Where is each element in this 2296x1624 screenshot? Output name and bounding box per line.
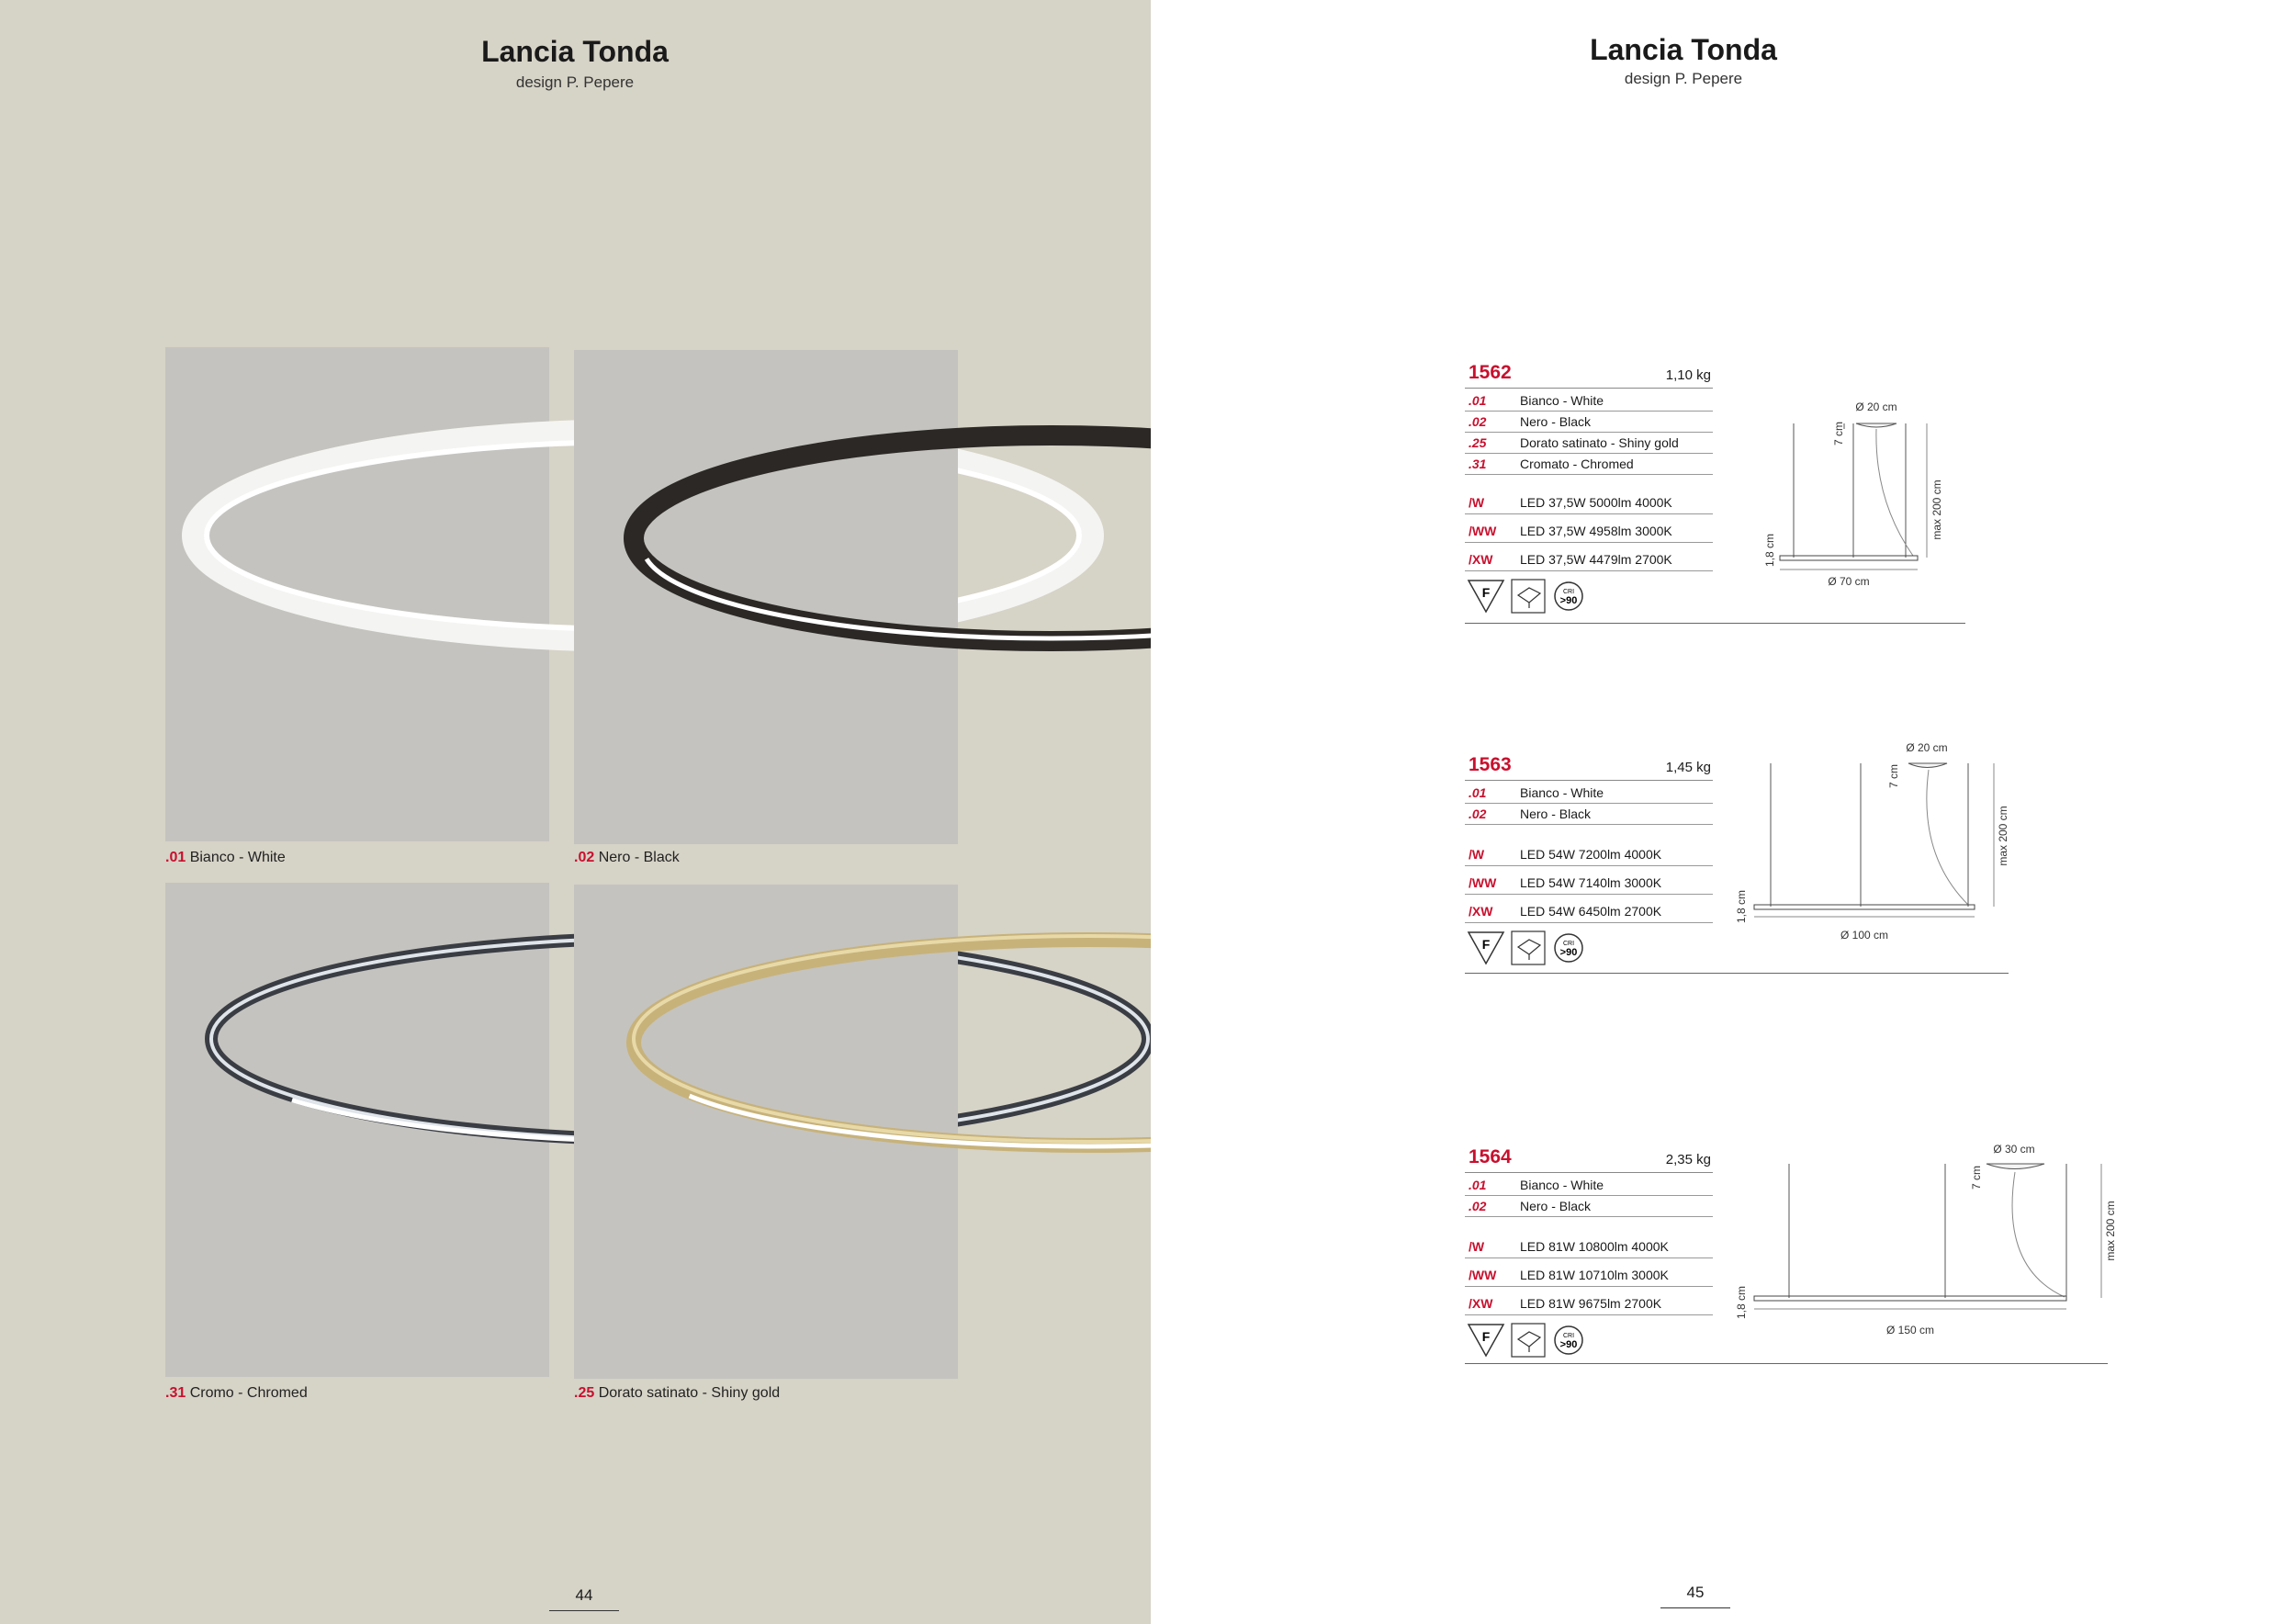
svg-text:>90: >90	[1559, 1339, 1578, 1350]
cri-icon	[1553, 1325, 1584, 1356]
caption-white: .01 Bianco - White	[165, 850, 286, 865]
page-number-left: 44	[549, 1586, 619, 1611]
svg-text:7 cm: 7 cm	[1832, 421, 1845, 445]
svg-text:Ø 100 cm: Ø 100 cm	[1840, 929, 1889, 942]
svg-text:max 200 cm: max 200 cm	[1930, 479, 1943, 540]
photo-white-ring	[165, 347, 549, 841]
svg-text:Ø 150 cm: Ø 150 cm	[1885, 1324, 1935, 1336]
caption-chrome: .31 Cromo - Chromed	[165, 1385, 308, 1401]
svg-text:Ø 70 cm: Ø 70 cm	[1828, 575, 1870, 588]
finish-row: .01 Bianco - White	[1465, 1174, 1713, 1196]
svg-text:F: F	[1481, 585, 1491, 600]
svg-text:F: F	[1481, 937, 1491, 952]
led-row: /XW LED 37,5W 4479lm 2700K	[1465, 543, 1713, 571]
svg-text:F: F	[1481, 1329, 1491, 1344]
driver-included-icon	[1511, 579, 1546, 614]
svg-text:1,8 cm: 1,8 cm	[1735, 889, 1748, 923]
svg-text:Ø 20 cm: Ø 20 cm	[1855, 400, 1897, 413]
svg-text:CRI: CRI	[1562, 1333, 1575, 1339]
product-header	[1465, 362, 1713, 389]
led-row: /WW LED 81W 10710lm 3000K	[1465, 1258, 1713, 1287]
technical-drawing-1564	[1734, 1139, 2120, 1346]
led-row: /WW LED 54W 7140lm 3000K	[1465, 866, 1713, 895]
finish-row: .02 Nero - Black	[1465, 411, 1713, 433]
product-header	[1465, 1146, 1713, 1173]
photo-chrome-ring	[165, 883, 549, 1377]
section-divider	[1465, 623, 1965, 624]
right-page-subtitle: design P. Pepere	[1624, 70, 1743, 87]
cri-icon	[1553, 932, 1584, 964]
svg-text:1,8 cm: 1,8 cm	[1763, 533, 1776, 567]
finish-row: .31 Cromato - Chromed	[1465, 453, 1713, 475]
svg-text:7 cm: 7 cm	[1970, 1165, 1983, 1190]
right-page	[1151, 0, 2296, 1624]
svg-text:max 200 cm: max 200 cm	[2104, 1201, 2117, 1261]
led-row: /W LED 37,5W 5000lm 4000K	[1465, 486, 1713, 514]
technical-drawing-1562	[1763, 390, 1977, 602]
energy-class-icon	[1467, 930, 1505, 965]
caption-black: .02 Nero - Black	[574, 850, 680, 865]
svg-text:Ø 20 cm: Ø 20 cm	[1906, 741, 1948, 754]
svg-text:CRI: CRI	[1562, 589, 1575, 595]
section-divider	[1465, 1363, 2108, 1364]
svg-text:max 200 cm: max 200 cm	[1997, 806, 2009, 866]
left-page-subtitle: design P. Pepere	[515, 73, 635, 91]
finish-row: .02 Nero - Black	[1465, 1195, 1713, 1217]
right-page-title: Lancia Tonda	[1590, 33, 1777, 66]
led-row: /XW LED 54W 6450lm 2700K	[1465, 895, 1713, 923]
cri-icon	[1553, 581, 1584, 612]
product-weight: 2,35 kg	[1665, 1152, 1711, 1167]
led-row: /W LED 81W 10800lm 4000K	[1465, 1230, 1713, 1258]
svg-text:Ø 30 cm: Ø 30 cm	[1993, 1143, 2035, 1156]
energy-class-icon	[1467, 1323, 1505, 1358]
svg-text:7 cm: 7 cm	[1887, 763, 1900, 788]
led-row: /WW LED 37,5W 4958lm 3000K	[1465, 514, 1713, 543]
svg-text:1,8 cm: 1,8 cm	[1735, 1285, 1748, 1319]
svg-text:CRI: CRI	[1562, 941, 1575, 947]
driver-included-icon	[1511, 1323, 1546, 1358]
page-number-right: 45	[1660, 1584, 1730, 1608]
product-weight: 1,45 kg	[1665, 760, 1711, 775]
energy-class-icon	[1467, 579, 1505, 614]
svg-text:>90: >90	[1559, 947, 1578, 958]
finish-row: .25 Dorato satinato - Shiny gold	[1465, 432, 1713, 454]
certification-icons	[1467, 930, 1595, 967]
certification-icons	[1467, 579, 1595, 615]
led-row: /XW LED 81W 9675lm 2700K	[1465, 1287, 1713, 1315]
photo-gold-ring	[574, 885, 958, 1379]
svg-text:>90: >90	[1559, 595, 1578, 606]
driver-included-icon	[1511, 930, 1546, 965]
product-header	[1465, 754, 1713, 781]
led-row: /W LED 54W 7200lm 4000K	[1465, 838, 1713, 866]
product-weight: 1,10 kg	[1665, 367, 1711, 383]
finish-row: .01 Bianco - White	[1465, 389, 1713, 412]
photo-black-ring	[574, 350, 958, 844]
left-page-title: Lancia Tonda	[481, 35, 669, 68]
finish-row: .01 Bianco - White	[1465, 782, 1713, 804]
technical-drawing-1563	[1734, 735, 2009, 955]
caption-gold: .25 Dorato satinato - Shiny gold	[574, 1385, 781, 1401]
product-code: 1562	[1469, 362, 1512, 383]
finish-row: .02 Nero - Black	[1465, 803, 1713, 825]
certification-icons	[1467, 1323, 1595, 1359]
product-code: 1564	[1469, 1146, 1512, 1167]
section-divider	[1465, 973, 2009, 974]
product-code: 1563	[1469, 754, 1512, 775]
